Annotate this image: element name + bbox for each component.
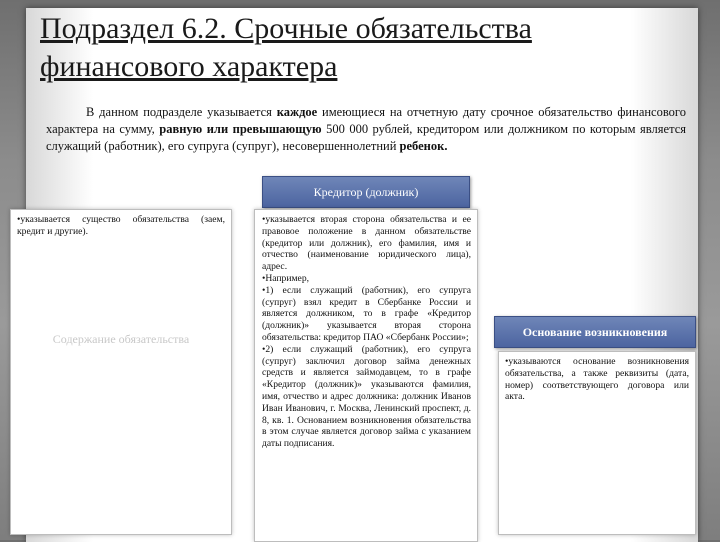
- intro-text-1: В данном подразделе указывается: [86, 105, 277, 119]
- intro-text-2: имеющиеся на отчетную дату срочное обязательство финансового характера на сумму,: [46, 105, 686, 136]
- obligation-content-panel: [10, 209, 232, 535]
- intro-text-3: 500 000 рублей, кредитором или должником по которым является служащий (работник), его супруга (супруг), несовершеннолетний: [46, 122, 686, 153]
- intro-paragraph: [46, 104, 686, 155]
- creditor-details-text: [255, 210, 477, 454]
- creditor-details-panel: [254, 209, 478, 542]
- slide: [17, 8, 698, 542]
- intro-bold-1: каждое: [276, 105, 318, 119]
- page-title: Подраздел 6.2. Срочные обязательства финансового характера: [40, 12, 532, 83]
- intro-bold-3: ребенок.: [399, 139, 448, 153]
- obligation-content-text: •указывается существо обязательства (заем, кредит и другие).: [17, 214, 225, 237]
- creditor-line-3: •1) если служащий (работник), его супруга (супруг) взял кредит в Сбербанке России и является должником, то в графе «Кредитор (должник)» указывается вторая сторона обязательства: кредитор ПАО «Сбербанк России»;: [262, 284, 471, 343]
- creditor-line-1: •указывается вторая сторона обязательства и ее правовое положение в данном обязательстве (кредитор или должник), его фамилия, имя и отчество (наименование юридического лица), адрес.: [262, 214, 471, 273]
- creditor-line-2: •Например,: [262, 272, 310, 284]
- intro-bold-2: равную или превышающую: [159, 122, 322, 136]
- obligation-content-label: Содержание обязательства: [52, 332, 190, 346]
- basis-text: •указываются основание возникновения обязательства, а также реквизиты (дата, номер) соответствующего договора или акта.: [505, 356, 689, 403]
- creditor-line-4: •2) если служащий (работник), его супруга (супруг) заключил договор займа денежных средств и является займодавцем, то в графе «Кредитор (должник)» указываются фамилия, имя, отчество и адрес должника: должник Иванов Иван Иванович, г. Москва, Ленинский проспект, д. 8, кв. 1. Основанием возникновения обязательства в этом случае является договор займа с указанием даты подписания.: [262, 343, 471, 450]
- basis-header: Основание возникновения: [494, 316, 696, 348]
- creditor-header: Кредитор (должник): [262, 176, 470, 208]
- basis-panel: [498, 351, 696, 535]
